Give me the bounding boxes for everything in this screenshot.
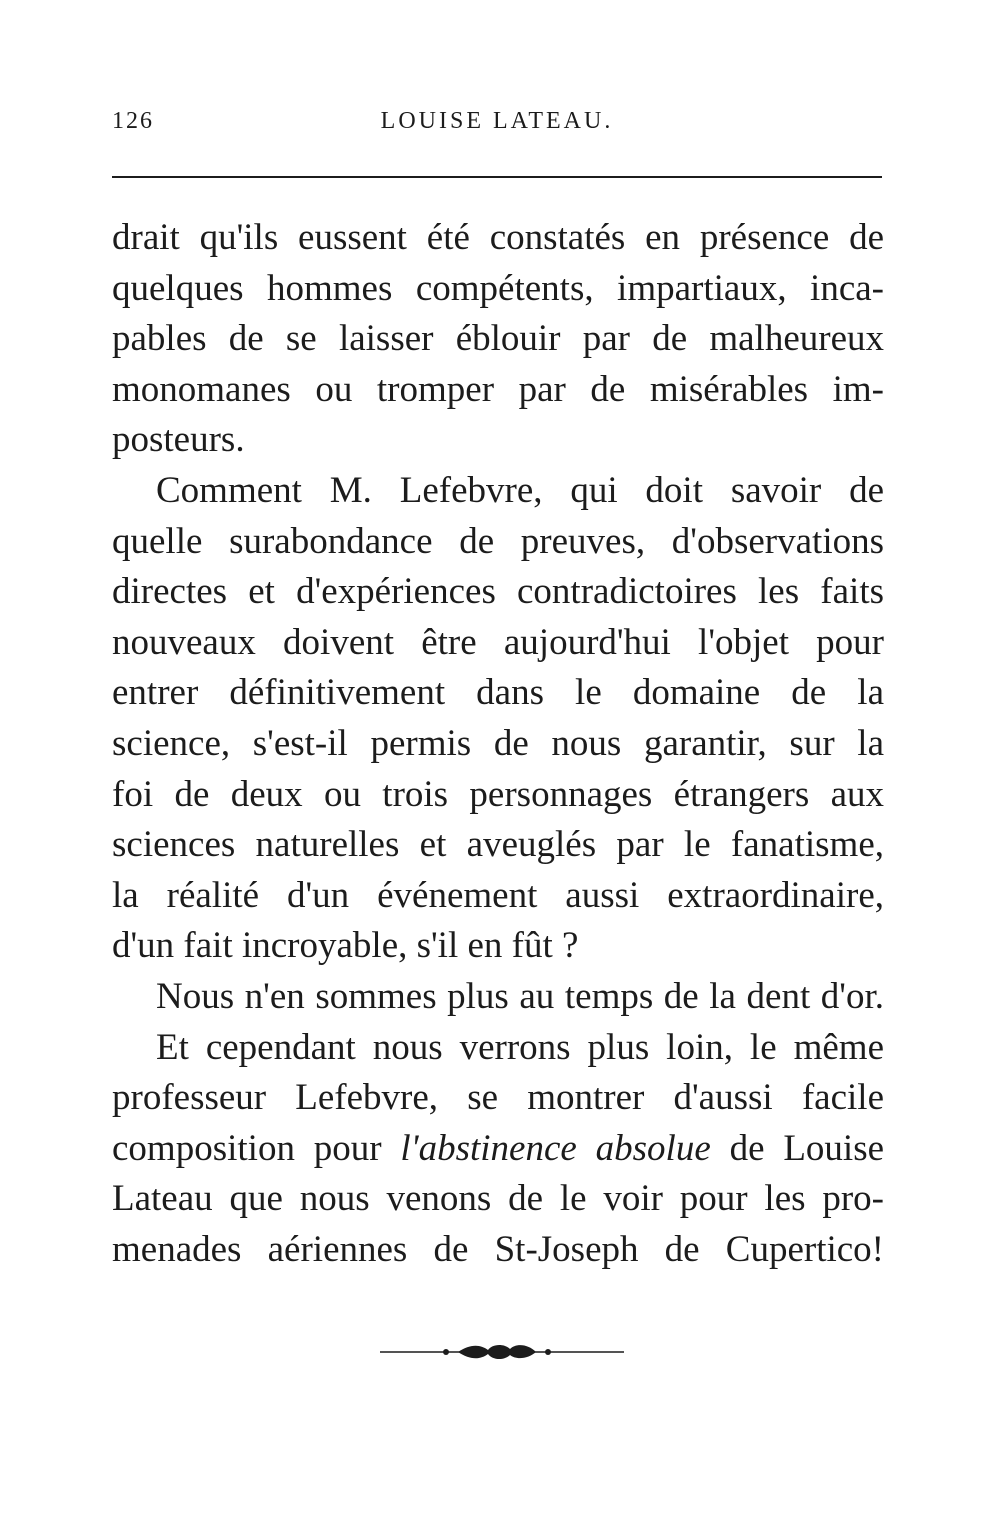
text-line: Comment M. Lefebvre, qui doit savoir de bbox=[156, 469, 884, 511]
text-line: entrer définitivement dans le domaine de la bbox=[112, 672, 884, 714]
italic-phrase: l'abstinence absolue bbox=[400, 1127, 711, 1169]
text-line: sciences naturelles et aveuglés par le fanatisme, bbox=[112, 824, 884, 866]
text-line: Et cependant nous verrons plus loin, le même bbox=[156, 1026, 884, 1068]
text-line: quelle surabondance de preuves, d'observations bbox=[112, 520, 884, 562]
text-line: pables de se laisser éblouir par de malheureux bbox=[112, 318, 884, 360]
text-line: la réalité d'un événement aussi extraordinaire, bbox=[112, 874, 884, 916]
header-rule bbox=[112, 176, 882, 178]
text-line: quelques hommes compétents, impartiaux, inca- bbox=[112, 267, 884, 309]
text-line: foi de deux ou trois personnages étrangers aux bbox=[112, 773, 884, 815]
text-line bbox=[112, 1124, 884, 1175]
page-header bbox=[112, 108, 882, 142]
running-title: LOUISE LATEAU. bbox=[380, 108, 614, 134]
text-line: drait qu'ils eussent été constatés en présence de bbox=[112, 217, 884, 258]
body-text bbox=[112, 213, 884, 1275]
ornament-icon bbox=[380, 1340, 624, 1364]
text-line: menades aériennes de St-Joseph de Cupertico! bbox=[112, 1228, 884, 1270]
text-line: d'un fait incroyable, s'il en fût ? bbox=[112, 925, 579, 967]
text-line: Nous n'en sommes plus au temps de la dent d'or. bbox=[156, 975, 884, 1017]
page-number: 126 bbox=[112, 108, 154, 134]
text-line: posteurs. bbox=[112, 419, 245, 461]
text-line: monomanes ou tromper par de misérables im- bbox=[112, 368, 884, 410]
text-line: Lateau que nous venons de le voir pour les pro- bbox=[112, 1178, 884, 1220]
text-line: nouveaux doivent être aujourd'hui l'objet pour bbox=[112, 621, 884, 663]
text-line: professeur Lefebvre, se montrer d'aussi facile bbox=[112, 1077, 884, 1119]
text-segment: composition pour bbox=[112, 1127, 382, 1169]
text-segment: de Louise bbox=[729, 1127, 885, 1169]
text-line: directes et d'expériences contradictoires les faits bbox=[112, 571, 884, 613]
text-line: science, s'est-il permis de nous garantir, sur la bbox=[112, 722, 884, 764]
